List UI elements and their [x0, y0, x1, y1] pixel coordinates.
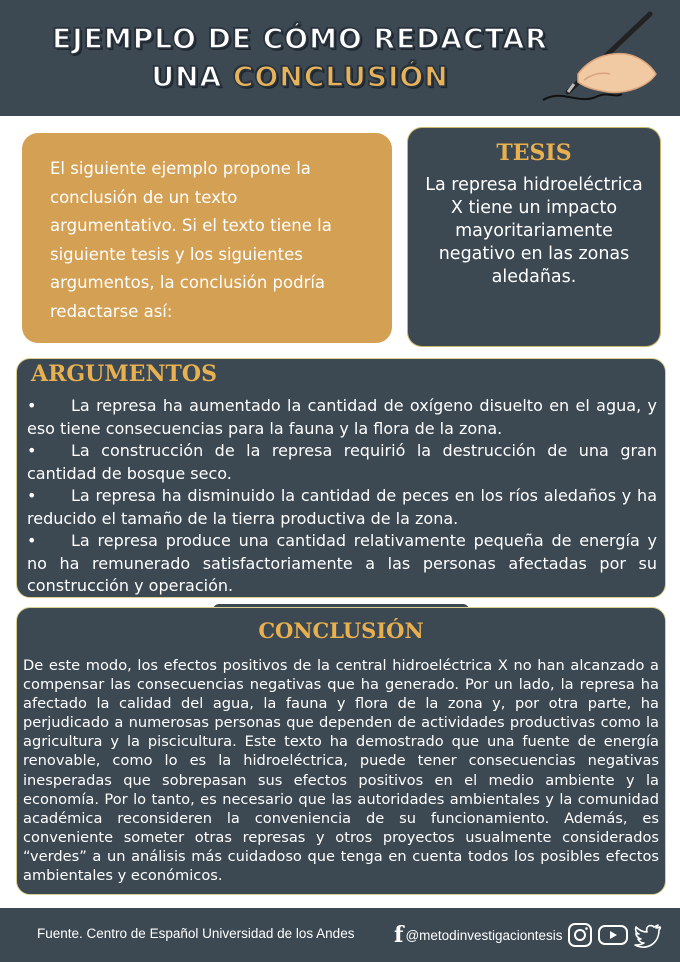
argumentos-list	[27, 395, 657, 598]
conclusion-card	[16, 607, 666, 895]
argumentos-heading: ARGUMENTOS	[31, 361, 217, 387]
list-item	[27, 485, 657, 530]
social-handle[interactable]: @metodinvestigaciontesis	[405, 927, 563, 943]
bullet: •	[27, 441, 37, 460]
intro-text: El siguiente ejemplo propone la conclusión de un texto argumentativo. Si el texto tiene la siguiente tesis y los siguientes argumentos, la conclusión podría redactarse así:	[50, 159, 332, 321]
source-credit: Fuente. Centro de Español Universidad de los Andes	[37, 926, 355, 941]
list-item	[27, 440, 657, 485]
intro-card	[22, 133, 392, 343]
bullet: •	[27, 531, 37, 550]
page-title-line1: EJEMPLO DE CÓMO REDACTAR	[52, 22, 548, 55]
page-title-word-conclusion: CONCLUSIÓN	[232, 60, 449, 93]
argument-text: La represa ha aumentado la cantidad de oxígeno disuelto en el agua, y eso tiene consecuencias para la fauna y la flora de la zona.	[27, 396, 657, 438]
twitter-icon[interactable]	[633, 922, 663, 948]
page-title-word-una: UNA	[151, 60, 233, 93]
footer	[0, 908, 680, 962]
conclusion-heading: CONCLUSIÓN	[258, 618, 424, 643]
youtube-icon[interactable]	[597, 922, 629, 948]
facebook-icon[interactable]: f	[394, 922, 404, 948]
argument-text: La represa ha disminuido la cantidad de peces en los ríos aledaños y ha reducido el tamaño de la tierra productiva de la zona.	[27, 486, 657, 528]
tesis-text: La represa hidroeléctrica X tiene un impacto mayoritariamente negativo en las zonas aledañas.	[425, 175, 643, 287]
conclusion-text: De este modo, los efectos positivos de la central hidroeléctrica X no han alcanzado a compensar las consecuencias negativas que ha generado. Por un lado, la represa ha afectado la calidad del agua, la fauna y flora de la zona y, por otra parte, ha perjudicado a numerosas personas que dependen de actividades productivas como la agricultura y la piscicultura. Este texto ha demostrado que una fuente de energía renovable, como lo es la hidroeléctrica, puede tener consecuencias negativas inesperadas que sobrepasan sus efectos positivos en el medio ambiente y la economía. Por lo tanto, es necesario que las autoridades ambientales y la comunidad académica reconsideren la conveniencia de su funcionamiento. Además, es conveniente someter otras represas y otros proyectos usualmente considerados “verdes” a un análisis más cuidadoso que tenga en cuenta todos los posibles efectos ambientales y económicos.	[23, 657, 659, 885]
argumentos-card	[16, 358, 666, 598]
argument-text: La construcción de la represa requirió la destrucción de una gran cantidad de bosque seco.	[27, 441, 657, 483]
social-links	[394, 920, 663, 950]
list-item	[27, 395, 657, 440]
tesis-card	[408, 128, 660, 346]
header	[0, 0, 680, 116]
bullet: •	[27, 396, 37, 415]
instagram-icon[interactable]	[567, 922, 593, 948]
page-title-line2	[0, 60, 600, 93]
bullet: •	[27, 486, 37, 505]
argument-text: La represa produce una cantidad relativamente pequeña de energía y no ha remunerado satisfactoriamente a las personas afectadas por su construcción y operación.	[27, 531, 657, 595]
list-item	[27, 530, 657, 598]
pen-hand-icon	[538, 8, 668, 108]
tesis-heading: TESIS	[496, 140, 572, 166]
